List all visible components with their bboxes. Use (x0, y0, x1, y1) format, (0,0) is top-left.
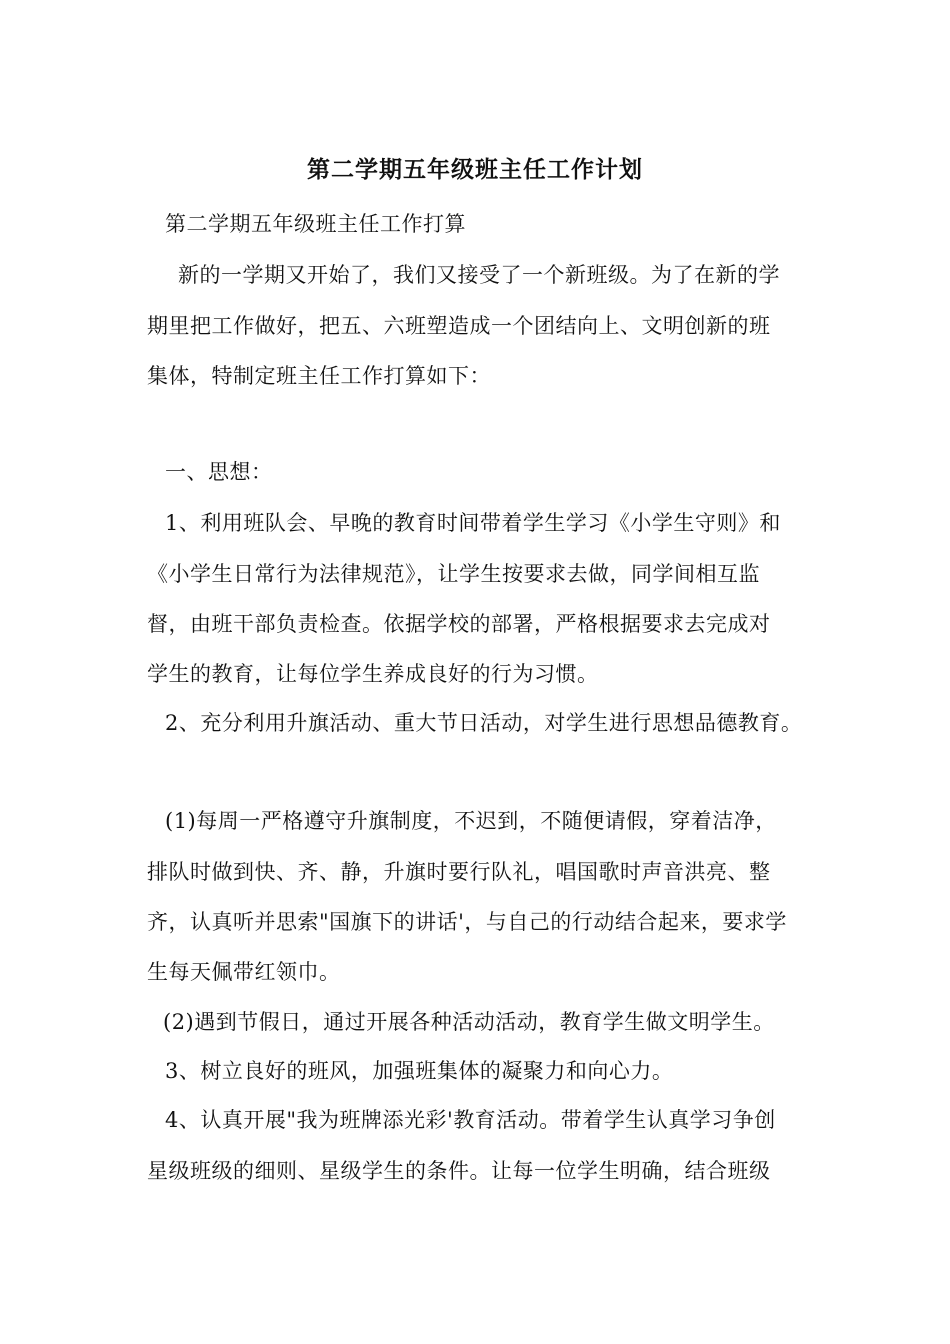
paragraph-line: 齐，认真听并思索"国旗下的讲话'，与自己的行动结合起来，要求学 (147, 910, 787, 934)
paragraph-line: (1)每周一严格遵守升旗制度，不迟到，不随便请假，穿着洁净， (165, 809, 777, 833)
paragraph-line: 生每天佩带红领巾。 (147, 960, 341, 984)
section-heading: 一、思想： (165, 460, 273, 484)
paragraph-line: 督，由班干部负责检查。依据学校的部署，严格根据要求去完成对 (147, 612, 771, 636)
paragraph-line: 4、认真开展"我为班牌添光彩'教育活动。带着学生认真学习争创 (165, 1108, 776, 1132)
paragraph-line: 星级班级的细则、星级学生的条件。让每一位学生明确，结合班级 (147, 1159, 771, 1183)
document-title: 第二学期五年级班主任工作计划 (307, 156, 643, 183)
paragraph-line: 集体，特制定班主任工作打算如下： (147, 364, 491, 388)
paragraph-line: 排队时做到快、齐、静，升旗时要行队礼，唱国歌时声音洪亮、整 (147, 860, 771, 884)
document-subtitle: 第二学期五年级班主任工作打算 (165, 212, 466, 236)
paragraph-line: 学生的教育，让每位学生养成良好的行为习惯。 (147, 662, 599, 686)
paragraph-line: 1、利用班队会、早晚的教育时间带着学生学习《小学生守则》和 (165, 511, 781, 535)
paragraph-line: 期里把工作做好，把五、六班塑造成一个团结向上、文明创新的班 (147, 314, 771, 338)
paragraph-line: 新的一学期又开始了，我们又接受了一个新班级。为了在新的学 (178, 263, 780, 287)
paragraph-line: 《小学生日常行为法律规范》，让学生按要求去做，同学间相互监 (147, 562, 760, 586)
paragraph-line: (2)遇到节假日，通过开展各种活动活动，教育学生做文明学生。 (163, 1010, 775, 1034)
paragraph-line: 2、充分利用升旗活动、重大节日活动，对学生进行思想品德教育。 (165, 711, 803, 735)
paragraph-line: 3、树立良好的班风，加强班集体的凝聚力和向心力。 (165, 1059, 674, 1083)
